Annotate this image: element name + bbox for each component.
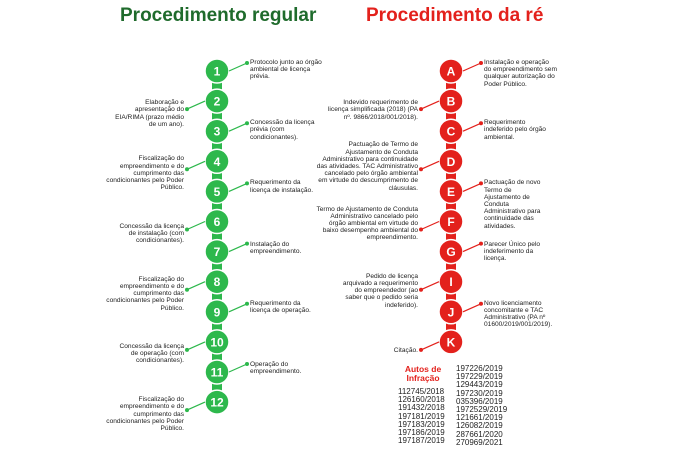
- re-connector-c: [463, 123, 481, 131]
- re-connector-dot-e: [479, 181, 483, 185]
- auto-number: 197186/2019: [398, 428, 445, 438]
- auto-number: 191432/2018: [398, 403, 445, 413]
- regular-step-label-6: Concessão da licença de instalação (com condicionantes).: [119, 222, 184, 244]
- regular-connector-2: [187, 101, 205, 109]
- re-step-number-i: I: [449, 275, 453, 290]
- regular-step-label-3: Concessão da licença prévia (com condicionantes).: [250, 119, 315, 141]
- auto-number: 126160/2018: [398, 395, 445, 405]
- title-regular-procedure: Procedimento regular: [120, 5, 317, 26]
- regular-step-number-7: 7: [213, 245, 221, 260]
- regular-connector-dot-10: [185, 348, 189, 352]
- regular-connector-dot-8: [185, 288, 189, 292]
- regular-connector-1: [229, 63, 247, 71]
- re-connector-g: [463, 244, 481, 252]
- regular-step-number-6: 6: [213, 215, 221, 229]
- re-connector-dot-d: [419, 167, 423, 171]
- regular-step-number-2: 2: [213, 94, 221, 109]
- re-step-label-i: Pedido de licença arquivado a requerimento do empreendedor (ao saber que o pedido seria indeferido).: [342, 272, 418, 309]
- auto-number: 270969/2021: [456, 437, 503, 447]
- re-connector-dot-k: [419, 348, 423, 352]
- re-step-number-f: F: [447, 215, 455, 229]
- auto-number: 287661/2020: [456, 429, 503, 439]
- re-step-label-f: Termo de Ajustamento de Conduta Administrativo cancelado pelo órgão ambiental em virtude do baixo desempenho ambiental do empreendimento.: [316, 205, 418, 242]
- re-step-label-b: Indevido requerimento de licença simplificada (2018) (PA nº. 9866/2018/001/2018).: [327, 99, 418, 121]
- re-step-number-d: D: [446, 154, 456, 169]
- auto-number: 197181/2019: [398, 411, 445, 421]
- auto-number: 197230/2019: [456, 388, 503, 398]
- re-step-number-c: C: [446, 124, 456, 139]
- regular-connector-3: [229, 123, 247, 131]
- re-connector-dot-f: [419, 228, 423, 232]
- regular-connector-dot-9: [245, 302, 249, 306]
- regular-connector-dot-3: [245, 121, 249, 125]
- regular-connector-4: [187, 161, 205, 169]
- auto-number: 197229/2019: [456, 372, 503, 382]
- regular-connector-7: [229, 244, 247, 252]
- auto-number: 112745/2018: [398, 387, 445, 396]
- re-step-number-g: G: [446, 245, 456, 260]
- regular-connector-dot-4: [185, 167, 189, 171]
- regular-connector-dot-5: [245, 181, 249, 185]
- auto-number: 1972529/2019: [456, 405, 508, 415]
- regular-step-number-8: 8: [213, 275, 221, 290]
- re-connector-b: [421, 101, 439, 109]
- regular-step-label-10: Concessão da licença de operação (com condicionantes).: [119, 342, 184, 365]
- auto-number: 121661/2019: [456, 413, 503, 423]
- regular-connector-dot-6: [185, 228, 189, 232]
- regular-step-number-4: 4: [213, 154, 221, 169]
- re-connector-dot-j: [479, 302, 483, 306]
- regular-step-label-5: Requerimento da licença de instalação.: [250, 179, 314, 194]
- regular-step-label-9: Requerimento da licença de operação.: [250, 299, 311, 314]
- re-step-label-e: Pactuação de novo Termo de Ajustamento de Conduta Administrativo para continuidade das atividades.: [484, 179, 541, 230]
- re-connector-j: [463, 304, 481, 312]
- regular-connector-10: [187, 342, 205, 350]
- autos-title: Autos de Infração: [404, 364, 442, 383]
- re-connector-dot-i: [419, 288, 423, 292]
- re-step-label-d: Pactuação de Termo de Ajustamento de Conduta Administrativo para continuidade das atividades. TAC Administrativo cancelado pelo órgão ambiental em virtude do descumprimento de cláusulas.: [316, 141, 418, 192]
- regular-connector-dot-1: [245, 61, 249, 65]
- regular-connector-12: [187, 402, 205, 410]
- re-connector-dot-g: [479, 242, 483, 246]
- re-connector-dot-c: [479, 121, 483, 125]
- regular-connector-dot-7: [245, 242, 249, 246]
- regular-connector-dot-11: [245, 362, 249, 366]
- re-step-label-g: Parecer Único pelo indeferimento da licença.: [484, 240, 541, 262]
- re-step-number-e: E: [446, 184, 456, 199]
- regular-connector-dot-12: [185, 408, 189, 412]
- regular-step-number-3: 3: [213, 124, 221, 139]
- regular-step-number-10: 10: [210, 335, 224, 350]
- title-defendant-procedure: Procedimento da ré: [366, 5, 544, 26]
- regular-step-label-1: Protocolo junto ao órgão ambiental de licença prévia.: [250, 59, 322, 81]
- re-connector-dot-a: [479, 61, 483, 65]
- regular-connector-8: [187, 282, 205, 290]
- regular-connector-11: [229, 364, 247, 372]
- auto-number: 129443/2019: [456, 380, 503, 390]
- re-connector-dot-b: [419, 107, 423, 111]
- re-step-number-b: B: [446, 94, 456, 109]
- regular-step-label-4: Fiscalização do empreendimento e do cumprimento das condicionantes pelo Poder Público.: [106, 155, 184, 192]
- regular-step-number-5: 5: [213, 184, 221, 199]
- regular-step-label-7: Instalação do empreendimento.: [250, 240, 302, 255]
- re-connector-a: [463, 63, 481, 71]
- re-step-label-j: Novo licenciamento concomitante e TAC Administrativo (PA nº 01600/2019/001/2019).: [484, 299, 553, 329]
- re-step-number-j: J: [447, 305, 455, 320]
- re-step-label-c: Requerimento indeferido pelo órgão ambiental.: [484, 119, 546, 141]
- auto-number: 197183/2019: [398, 419, 445, 429]
- re-connector-k: [421, 342, 439, 350]
- autos-right-column: [456, 365, 516, 447]
- regular-step-label-12: Fiscalização do empreendimento e do cumprimento das condicionantes pelo Poder Público.: [106, 396, 184, 432]
- re-connector-f: [421, 222, 439, 230]
- auto-number: 035396/2019: [456, 396, 503, 406]
- re-step-label-k: Citação.: [393, 346, 418, 354]
- re-connector-i: [421, 282, 439, 290]
- regular-step-number-11: 11: [210, 365, 224, 380]
- regular-connector-5: [229, 183, 247, 191]
- regular-step-label-2: Elaboração e apresentação do EIA/RIMA (prazo médio de um ano).: [115, 99, 184, 128]
- regular-connector-9: [229, 304, 247, 312]
- regular-connector-6: [187, 222, 205, 230]
- auto-number: 126082/2019: [456, 421, 503, 431]
- re-connector-d: [421, 161, 439, 169]
- autos-left-column: [398, 388, 454, 445]
- re-step-label-a: Instalação e operação do empreendimento sem qualquer autorização do Poder Público.: [484, 59, 557, 88]
- regular-step-label-11: Operação do empreendimento.: [250, 361, 302, 376]
- regular-step-number-12: 12: [210, 395, 224, 410]
- regular-connector-dot-2: [185, 107, 189, 111]
- re-step-number-k: K: [446, 335, 456, 350]
- regular-step-number-9: 9: [213, 305, 221, 320]
- re-connector-e: [463, 183, 481, 191]
- auto-number: 197187/2019: [398, 436, 445, 446]
- regular-step-number-1: 1: [213, 64, 221, 79]
- re-step-number-a: A: [446, 64, 456, 79]
- regular-step-label-8: Fiscalização do empreendimento e do cumprimento das condicionantes pelo Poder Público.: [106, 275, 184, 312]
- auto-number: 197226/2019: [456, 364, 503, 373]
